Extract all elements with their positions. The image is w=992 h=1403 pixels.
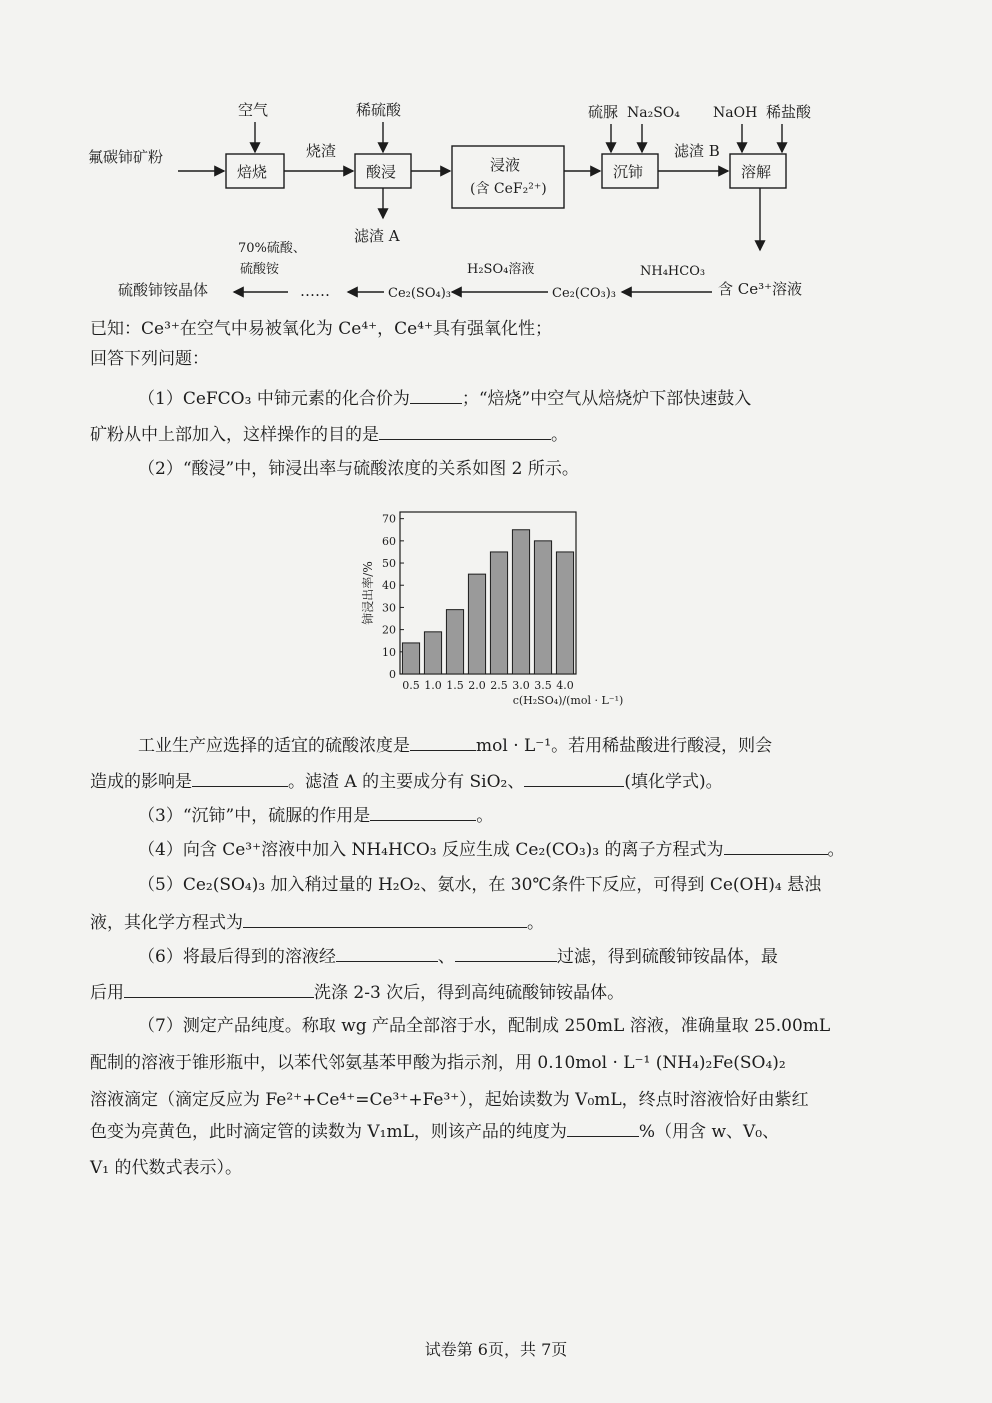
- bar: [402, 643, 419, 674]
- process-flow-diagram: [0, 0, 992, 310]
- product-label: 硫酸铈铵晶体: [118, 281, 209, 299]
- q1-part-d: 。: [551, 425, 568, 445]
- input-naoh: NaOH: [713, 105, 758, 121]
- question-6-line2: [90, 981, 624, 1004]
- question-1-line1: [138, 387, 751, 410]
- bar: [424, 632, 441, 674]
- edge-h2so4: H₂SO₄溶液: [467, 262, 535, 277]
- question-6-line1: [138, 945, 778, 968]
- box-liquor-sub: (含 CeF₂²⁺): [470, 181, 547, 197]
- start-material: 氟碳铈矿粉: [88, 148, 164, 166]
- q2-blank-formula[interactable]: [524, 770, 624, 787]
- x-tick-label: 1.0: [424, 679, 442, 692]
- question-2-intro: （2）“酸浸”中，铈浸出率与硫酸浓度的关系如图 2 所示。: [138, 459, 579, 479]
- q6-part-d: 后用: [90, 983, 124, 1003]
- q2-part-a: 工业生产应选择的适宜的硫酸浓度是: [138, 736, 410, 756]
- final-reagent-1: 70%硫酸、: [238, 241, 306, 256]
- edge-nh4hco3: NH₄HCO₃: [640, 264, 706, 279]
- q2-part-e: (填化学式)。: [624, 772, 723, 792]
- question-2-line1: [138, 734, 772, 757]
- q6-part-a: （6）将最后得到的溶液经: [138, 947, 336, 967]
- ce2so43-label: Ce₂(SO₄)₃: [388, 286, 451, 301]
- q5-blank-equation[interactable]: [243, 911, 527, 928]
- q2-part-c: 造成的影响是: [90, 772, 192, 792]
- question-5-line1: （5）Ce₂(SO₄)₃ 加入稍过量的 H₂O₂、氨水，在 30℃条件下反应，可得到 Ce(OH)₄ 悬浊: [138, 875, 822, 895]
- question-4: [138, 838, 845, 861]
- q1-blank-purpose[interactable]: [379, 423, 551, 440]
- x-tick-label: 1.5: [446, 679, 464, 692]
- q4-part-a: （4）向含 Ce³⁺溶液中加入 NH₄HCO₃ 反应生成 Ce₂(CO₃)₃ 的离子方程式为: [138, 840, 724, 860]
- q1-part-c: 矿粉从中上部加入，这样操作的目的是: [90, 425, 379, 445]
- q1-part-a: （1）CeFCO₃ 中铈元素的化合价为: [138, 389, 410, 409]
- question-5-line2: [90, 911, 544, 934]
- input-air: 空气: [238, 101, 269, 119]
- q6-blank-step2[interactable]: [455, 945, 557, 962]
- q6-blank-step1[interactable]: [336, 945, 438, 962]
- input-na2so4: Na₂SO₄: [627, 105, 680, 121]
- q4-part-b: 。: [827, 840, 845, 860]
- question-1-line2: [90, 423, 568, 446]
- question-7-line2: 配制的溶液于锥形瓶中，以苯代邻氨基苯甲酸为指示剂，用 0.10mol · L⁻¹ (NH₄)₂Fe(SO₄)₂: [90, 1053, 786, 1073]
- q7-blank-purity[interactable]: [567, 1120, 639, 1137]
- box-roast-label: 焙烧: [237, 163, 268, 181]
- y-tick-label: 30: [382, 601, 396, 615]
- bar: [534, 541, 551, 674]
- y-tick-label: 40: [382, 579, 396, 593]
- y-tick-label: 10: [382, 645, 396, 659]
- ce2co33-label: Ce₂(CO₃)₃: [552, 286, 617, 301]
- y-tick-label: 50: [382, 557, 396, 571]
- ce3-solution-label: 含 Ce³⁺溶液: [718, 280, 803, 298]
- box-precip-label: 沉铈: [613, 163, 644, 181]
- q4-blank-equation[interactable]: [724, 838, 828, 855]
- q3-blank-role[interactable]: [370, 804, 476, 821]
- question-2-line2: [90, 770, 723, 793]
- x-tick-label: 0.5: [402, 679, 420, 692]
- q1-blank-valence[interactable]: [410, 387, 462, 404]
- input-dilute-hcl: 稀盐酸: [766, 103, 812, 121]
- edge-calcine: 烧渣: [306, 142, 337, 160]
- x-tick-label: 3.0: [512, 679, 530, 692]
- q6-blank-wash[interactable]: [124, 981, 314, 998]
- y-tick-label: 60: [382, 534, 396, 548]
- question-7-line4: [90, 1120, 779, 1143]
- box-dissolve-label: 溶解: [741, 163, 772, 181]
- bar: [512, 530, 529, 674]
- x-tick-label: 3.5: [534, 679, 552, 692]
- final-reagent-2: 硫酸铵: [240, 262, 280, 277]
- q2-blank-concentration[interactable]: [410, 734, 476, 751]
- page-footer: 试卷第 6页，共 7页: [424, 1340, 568, 1359]
- edge-residue-a: 滤渣 A: [354, 227, 400, 245]
- known-info: 已知：Ce³⁺在空气中易被氧化为 Ce⁴⁺，Ce⁴⁺具有强氧化性；: [90, 319, 552, 339]
- bar: [556, 552, 573, 674]
- q3-part-b: 。: [476, 806, 494, 826]
- leach-rate-bar-chart: [352, 500, 624, 725]
- q2-part-b: mol · L⁻¹。若用稀盐酸进行酸浸，则会: [476, 736, 773, 756]
- y-axis-label: 铈浸出率/%: [361, 561, 375, 625]
- edge-residue-b: 滤渣 B: [674, 142, 720, 160]
- dots: ……: [300, 282, 330, 300]
- q6-part-c: 过滤，得到硫酸铈铵晶体，最: [556, 947, 778, 967]
- input-dilute-h2so4: 稀硫酸: [356, 101, 402, 119]
- question-7-line1: （7）测定产品纯度。称取 wg 产品全部溶于水，配制成 250mL 溶液，准确量取 25.00mL: [138, 1016, 831, 1036]
- question-3: [138, 804, 493, 827]
- q1-part-b: ；“焙烧”中空气从焙烧炉下部快速鼓入: [461, 389, 752, 409]
- question-7-line3: 溶液滴定（滴定反应为 Fe²⁺+Ce⁴⁺=Ce³⁺+Fe³⁺），起始读数为 V₀mL，终点时溶液恰好由紫红: [90, 1090, 809, 1110]
- question-7-line5: V₁ 的代数式表示）。: [90, 1158, 242, 1178]
- q7-part-e: %（用含 w、V₀、: [638, 1122, 780, 1142]
- y-tick-label: 20: [382, 623, 396, 637]
- q3-part-a: （3）“沉铈”中，硫脲的作用是: [138, 806, 371, 826]
- box-leach-label: 酸浸: [366, 163, 397, 181]
- bar: [468, 574, 485, 674]
- y-tick-label: 70: [382, 512, 396, 526]
- x-axis-label: c(H₂SO₄)/(mol · L⁻¹): [512, 694, 624, 707]
- bar: [490, 552, 507, 674]
- answer-prompt: 回答下列问题：: [90, 349, 209, 369]
- q7-part-d: 色变为亮黄色，此时滴定管的读数为 V₁mL，则该产品的纯度为: [90, 1122, 567, 1142]
- q5-part-c: 。: [527, 913, 544, 933]
- x-tick-label: 4.0: [556, 679, 574, 692]
- x-tick-label: 2.5: [490, 679, 508, 692]
- box-liquor-label: 浸液: [490, 156, 521, 174]
- q2-blank-effect[interactable]: [192, 770, 288, 787]
- q5-part-b: 液，其化学方程式为: [90, 913, 243, 933]
- q2-part-d: 。滤渣 A 的主要成分有 SiO₂、: [288, 772, 525, 792]
- q6-part-e: 洗涤 2-3 次后，得到高纯硫酸铈铵晶体。: [314, 983, 625, 1003]
- bar: [446, 610, 463, 674]
- x-tick-label: 2.0: [468, 679, 486, 692]
- input-thiourea: 硫脲: [588, 103, 619, 121]
- q6-part-b: 、: [437, 947, 455, 967]
- y-tick-label: 0: [389, 668, 396, 681]
